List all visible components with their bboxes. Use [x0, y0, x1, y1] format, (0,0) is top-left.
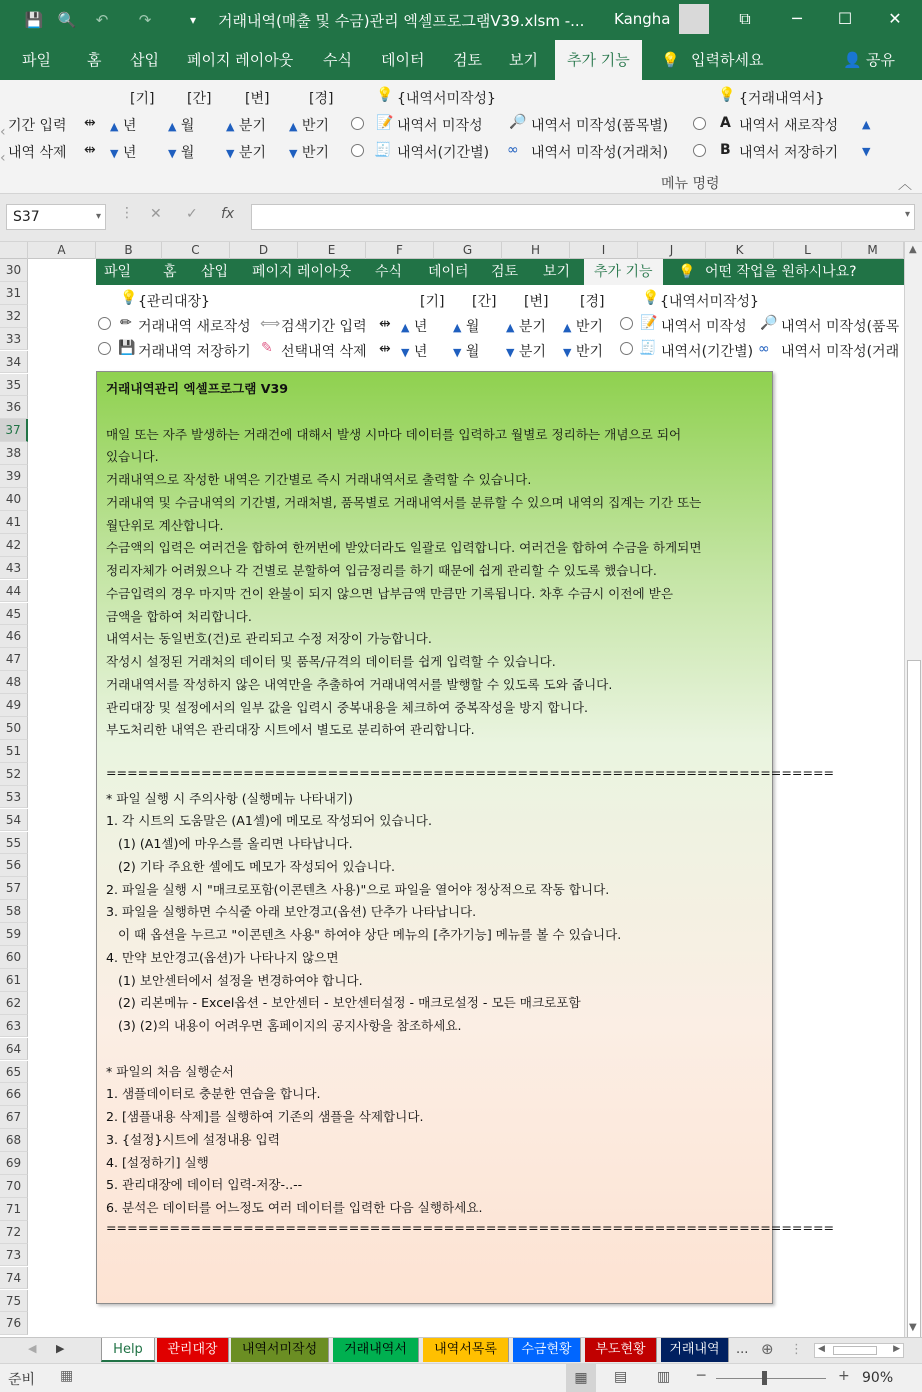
- move-icon: ⇹: [84, 142, 96, 158]
- row-header[interactable]: 43: [0, 557, 28, 580]
- help-line: (1) 보안센터에서 설정을 변경하여야 합니다.: [106, 972, 363, 988]
- zoom-in-icon[interactable]: +: [838, 1368, 850, 1384]
- pencil-icon: ✏: [120, 315, 132, 331]
- row-header[interactable]: 31: [0, 282, 28, 305]
- tell-me-input[interactable]: 입력하세요: [691, 51, 764, 69]
- more-icon: ⋮: [120, 205, 134, 221]
- help-line: 내역서는 동일번호(건)로 관리되고 수정 저장이 가능합니다.: [106, 631, 432, 647]
- row-header[interactable]: 51: [0, 740, 28, 763]
- macro-record-icon[interactable]: ▦: [60, 1368, 74, 1384]
- new-statement-button[interactable]: 내역서 새로작성: [739, 118, 839, 134]
- maximize-icon[interactable]: ☐: [837, 9, 853, 28]
- sheet-tab[interactable]: 거래내역서: [333, 1338, 419, 1362]
- zoom-slider[interactable]: [716, 1378, 826, 1379]
- inner-quarter-up: ▲ 분기: [506, 319, 546, 335]
- inner-search-period: 검색기간 입력: [281, 319, 367, 335]
- col-header[interactable]: F: [366, 242, 434, 259]
- save-icon[interactable]: 💾: [24, 11, 44, 29]
- help-line: (1) (A1셀)에 마우스를 올리면 나타납니다.: [106, 836, 353, 851]
- row-header[interactable]: 55: [0, 832, 28, 855]
- inner-tab: 검토: [491, 264, 519, 280]
- scroll-left-icon[interactable]: ‹: [0, 124, 6, 140]
- hscroll-thumb[interactable]: [833, 1346, 877, 1355]
- row-header[interactable]: 58: [0, 900, 28, 923]
- row-header[interactable]: 35: [0, 374, 28, 397]
- sheet-tab-bar: [0, 1337, 922, 1363]
- help-title: 거래내역관리 엑셀프로그램 V39: [106, 381, 289, 396]
- radio-button: [620, 316, 633, 332]
- help-line: (2) 기타 주요한 셀에도 메모가 작성되어 있습니다.: [106, 858, 396, 874]
- row-header[interactable]: 57: [0, 877, 28, 900]
- inner-bracket: [기]: [420, 294, 445, 310]
- row-header[interactable]: 42: [0, 534, 28, 557]
- select-all[interactable]: [0, 242, 28, 259]
- tab-add-ins[interactable]: 추가 기능: [555, 40, 642, 80]
- ribbon: [0, 80, 922, 194]
- inner-month-up: ▲ 월: [453, 319, 480, 335]
- move-icon: ⇹: [379, 341, 391, 357]
- help-line: 1. 샘플데이터로 충분한 연습을 합니다.: [106, 1086, 321, 1102]
- radio-button: [98, 341, 111, 357]
- undo-icon[interactable]: ↶: [95, 11, 109, 29]
- tab-file[interactable]: 파일: [22, 51, 51, 69]
- inner-tab: 수식: [375, 264, 403, 280]
- row-header[interactable]: 68: [0, 1129, 28, 1152]
- inner-half-up: ▲ 반기: [563, 319, 603, 335]
- row-header[interactable]: 54: [0, 809, 28, 832]
- ribbon-display-icon[interactable]: ⧉: [739, 9, 751, 28]
- letter-b-icon: B: [720, 142, 731, 158]
- radio-button: [620, 341, 633, 357]
- help-line: 작성시 설정된 거래처의 데이터 및 품목/규격의 데이터를 쉽게 입력할 수 있습니다.: [106, 654, 556, 669]
- quarter-up-button[interactable]: ▲ 분기: [226, 118, 266, 134]
- save-statement-button[interactable]: 내역서 저장하기: [739, 145, 839, 161]
- lightbulb-icon: 💡: [678, 264, 696, 280]
- half-label: 반기: [301, 118, 329, 134]
- scroll-down-icon[interactable]: ▼: [909, 1322, 917, 1333]
- month-label: 월: [180, 145, 195, 161]
- row-header[interactable]: 38: [0, 442, 28, 465]
- save-icon: 💾: [118, 340, 136, 356]
- row-header[interactable]: 70: [0, 1175, 28, 1198]
- embedded-ribbon: [96, 285, 904, 365]
- tab-page-layout[interactable]: 페이지 레이아웃: [187, 51, 294, 69]
- row-header[interactable]: 30: [0, 259, 28, 282]
- inner-tab: 보기: [543, 264, 571, 280]
- help-line: 3. {설정}시트에 설정내용 입력: [106, 1131, 280, 1147]
- close-icon[interactable]: ✕: [888, 9, 902, 28]
- unwritten-product-button[interactable]: 내역서 미작성(품목별): [531, 118, 669, 134]
- bracket-gi: [기]: [130, 91, 155, 107]
- col-header[interactable]: J: [638, 242, 706, 259]
- help-line: 정리자체가 어려웠으나 각 건별로 분할하여 입금정리를 하기 때문에 쉽게 관리할 수 있도록 했습니다.: [106, 563, 657, 578]
- col-header[interactable]: K: [706, 242, 774, 259]
- row-header[interactable]: 40: [0, 488, 28, 511]
- row-header[interactable]: 52: [0, 763, 28, 786]
- tab-formulas[interactable]: 수식: [323, 51, 352, 69]
- quarter-label: 분기: [238, 145, 266, 161]
- sheet-tab[interactable]: 내역서목록: [423, 1338, 509, 1362]
- person-icon: 👤: [843, 51, 862, 69]
- help-line: 2. 파일을 실행 시 "매크로포함(이콘텐츠 사용)"으로 파일을 열어야 정상적으로 작동 합니다.: [106, 881, 610, 897]
- row-header[interactable]: 59: [0, 923, 28, 946]
- link-icon: ∞: [507, 142, 519, 158]
- formula-input[interactable]: [251, 204, 915, 230]
- row-header[interactable]: 32: [0, 305, 28, 328]
- sheet-tab[interactable]: 거래내역: [661, 1338, 729, 1362]
- search-icon: 🔎: [760, 315, 778, 331]
- radio-button[interactable]: [351, 116, 364, 132]
- row-header[interactable]: 33: [0, 328, 28, 351]
- scroll-left-icon-2[interactable]: ‹: [0, 150, 6, 166]
- row-header[interactable]: 60: [0, 946, 28, 969]
- col-header[interactable]: C: [162, 242, 230, 259]
- half-down-button[interactable]: ▼ 반기: [289, 145, 329, 161]
- page-layout-view-icon[interactable]: ▤: [614, 1369, 628, 1385]
- help-line: 거래내역으로 작성한 내역은 기간별로 즉시 거래내역서로 출력할 수 있습니다.: [106, 472, 532, 487]
- inner-quarter-down: ▼ 분기: [506, 344, 546, 360]
- inner-half: 반기: [575, 344, 603, 360]
- row-header[interactable]: 62: [0, 992, 28, 1015]
- row-header[interactable]: 45: [0, 603, 28, 626]
- radio-button: [98, 316, 111, 332]
- help-line: 2. [샘플내용 삭제]를 실행하여 기존의 샘플을 삭제합니다.: [106, 1109, 424, 1124]
- row-header[interactable]: 37: [0, 419, 28, 442]
- inner-month: 월: [465, 319, 480, 335]
- inner-save-entry: 거래내역 저장하기: [138, 344, 251, 360]
- row-header[interactable]: 56: [0, 854, 28, 877]
- radio-button[interactable]: [693, 116, 706, 132]
- year-down-button[interactable]: ▼ 년: [110, 145, 137, 161]
- help-textbox[interactable]: [96, 371, 835, 1304]
- print-preview-icon[interactable]: 🔍: [57, 11, 77, 29]
- inner-bracket: [변]: [524, 294, 549, 310]
- name-box-value: S37: [13, 209, 40, 225]
- period-statement-button[interactable]: 내역서(기간별): [397, 145, 490, 161]
- lightbulb-icon: 💡: [376, 87, 394, 103]
- document-icon: 📝: [640, 315, 658, 331]
- customize-qat-icon[interactable]: ▾: [189, 13, 197, 27]
- sheet-tab[interactable]: Help: [101, 1338, 155, 1362]
- letter-a-icon: A: [720, 115, 731, 131]
- half-up-button[interactable]: ▲ 반기: [289, 118, 329, 134]
- sheet-tab[interactable]: 내역서미작성: [231, 1338, 329, 1362]
- help-line: =====================================================================: [106, 764, 835, 780]
- row-header[interactable]: 48: [0, 671, 28, 694]
- avatar[interactable]: [679, 4, 709, 34]
- zoom-level[interactable]: 90%: [862, 1370, 894, 1386]
- inner-year: 년: [413, 344, 428, 360]
- month-up-button[interactable]: ▲ 월: [168, 118, 195, 134]
- row-header[interactable]: 34: [0, 351, 28, 374]
- help-line: 1. 각 시트의 도움말은 (A1셀)에 메모로 작성되어 있습니다.: [106, 813, 432, 829]
- zoom-slider-thumb[interactable]: [762, 1371, 767, 1385]
- help-line: (3) (2)의 내용이 어려우면 홈페이지의 공지사항을 참조하세요.: [106, 1018, 462, 1033]
- sheet-tab[interactable]: 부도현황: [585, 1338, 657, 1362]
- help-line: 4. [설정하기] 실행: [106, 1154, 209, 1170]
- help-line: 5. 관리대장에 데이터 입력-저장-..--: [106, 1177, 303, 1193]
- head-unwritten: {내역서미작성}: [397, 91, 496, 107]
- inner-tab: 파일: [104, 264, 132, 280]
- chevron-down-icon[interactable]: ▾: [904, 209, 910, 220]
- formula-bar: [0, 194, 922, 242]
- radio-button[interactable]: [351, 143, 364, 159]
- row-header[interactable]: 66: [0, 1083, 28, 1106]
- col-header[interactable]: I: [570, 242, 638, 259]
- document-icon: 📝: [376, 115, 394, 131]
- row-header[interactable]: 41: [0, 511, 28, 534]
- year-up-button[interactable]: ▲ 년: [110, 118, 137, 134]
- scroll-up-icon[interactable]: ▲: [909, 244, 917, 255]
- month-down-button[interactable]: ▼ 월: [168, 145, 195, 161]
- scroll-right-icon[interactable]: ▶: [893, 1344, 900, 1354]
- inner-tab-active: 추가 기능: [584, 259, 663, 285]
- help-line: =====================================================================: [106, 1219, 835, 1235]
- window-title: 거래내역(매출 및 수금)관리 엑셀프로그램V39.xlsm -...: [218, 12, 585, 30]
- lightbulb-icon: 💡: [642, 290, 660, 306]
- inner-head-unwritten: {내역서미작성}: [660, 294, 759, 310]
- inner-bracket: [간]: [472, 294, 497, 310]
- row-header[interactable]: 47: [0, 648, 28, 671]
- tab-view[interactable]: 보기: [509, 51, 538, 69]
- help-line: 관리대장 및 설정에서의 일부 값을 입력시 중복내용을 체크하여 중복작성을 방지 합니다.: [106, 699, 588, 715]
- arrows-icon: ⟺: [260, 316, 281, 332]
- row-header[interactable]: 75: [0, 1290, 28, 1313]
- row-header[interactable]: 72: [0, 1221, 28, 1244]
- row-header[interactable]: 50: [0, 717, 28, 740]
- col-header[interactable]: B: [96, 242, 162, 259]
- inner-tab: 페이지 레이아웃: [252, 264, 352, 280]
- statement-icon: 🧾: [374, 142, 392, 158]
- row-header[interactable]: 49: [0, 694, 28, 717]
- row-header[interactable]: 36: [0, 396, 28, 419]
- collapse-ribbon-icon[interactable]: ︿: [898, 177, 912, 193]
- col-header[interactable]: M: [842, 242, 904, 259]
- inner-tell-me: 어떤 작업을 원하시나요?: [705, 264, 857, 280]
- help-line: 부도처리한 내역은 관리대장 시트에서 별도로 분리하여 관리합니다.: [106, 722, 475, 738]
- inner-unwritten-product: 내역서 미작성(품목: [781, 319, 900, 335]
- scroll-thumb[interactable]: [907, 660, 921, 1340]
- inner-delete-selected: 선택내역 삭제: [281, 344, 367, 360]
- eraser-icon: ✎: [261, 340, 273, 356]
- quarter-label: 분기: [238, 118, 266, 134]
- next-sheet-icon[interactable]: ▶: [56, 1342, 65, 1355]
- delete-entry-button[interactable]: 내역 삭제: [8, 145, 67, 161]
- minimize-icon[interactable]: ─: [792, 9, 802, 28]
- add-sheet-icon[interactable]: ⊕: [761, 1340, 774, 1358]
- normal-view-icon[interactable]: ▦: [566, 1364, 596, 1392]
- sheet-tab[interactable]: 수금현황: [513, 1338, 581, 1362]
- help-line: 월단위로 계산합니다.: [106, 517, 224, 533]
- move-icon: ⇹: [84, 115, 96, 131]
- inner-period: 내역서(기간별): [661, 344, 754, 360]
- embedded-ribbon-tabs: [96, 259, 904, 285]
- row-header[interactable]: 71: [0, 1198, 28, 1221]
- inner-tab: 삽입: [201, 264, 229, 280]
- inner-tab: 데이터: [428, 264, 469, 280]
- share-button[interactable]: 공유: [866, 51, 895, 69]
- search-icon: 🔎: [509, 114, 527, 130]
- move-icon: ⇹: [379, 316, 391, 332]
- status-bar: [0, 1363, 922, 1392]
- inner-half: 반기: [575, 319, 603, 335]
- vertical-scrollbar[interactable]: [904, 242, 922, 1337]
- month-label: 월: [180, 118, 195, 134]
- page-break-view-icon[interactable]: ▥: [657, 1369, 671, 1385]
- help-line: 금액을 합하여 처리합니다.: [106, 608, 252, 624]
- help-line: 6. 분석은 데이터를 어느정도 여러 데이터를 입력한 다음 실행하세요.: [106, 1200, 483, 1215]
- row-header[interactable]: 61: [0, 969, 28, 992]
- quarter-down-button[interactable]: ▼ 분기: [226, 145, 266, 161]
- bracket-gan: [간]: [187, 91, 212, 107]
- radio-button[interactable]: [693, 143, 706, 159]
- row-header[interactable]: 46: [0, 625, 28, 648]
- name-box[interactable]: [6, 204, 106, 230]
- status-ready: 준비: [8, 1372, 36, 1388]
- col-header[interactable]: D: [230, 242, 298, 259]
- statement-icon: 🧾: [639, 340, 657, 356]
- help-line: 수금입력의 경우 마지막 건이 완불이 되지 않으면 납부금액 만큼만 기록됩니다. 차후 수금시 이전에 받은: [106, 585, 673, 601]
- ribbon-scroll-down-icon[interactable]: ▼: [862, 145, 871, 158]
- row-header[interactable]: 39: [0, 465, 28, 488]
- period-input-button[interactable]: 기간 입력: [8, 118, 67, 134]
- ribbon-scroll-up-icon[interactable]: ▲: [862, 118, 871, 131]
- col-header[interactable]: E: [298, 242, 366, 259]
- inner-year-down: ▼ 년: [401, 344, 428, 360]
- chevron-down-icon[interactable]: ▾: [95, 211, 101, 222]
- inner-quarter: 분기: [518, 319, 546, 335]
- help-line: 이 때 옵션을 누르고 "이콘텐츠 사용" 하여야 상단 메뉴의 [추가기능] 메뉴를 볼 수 있습니다.: [106, 927, 622, 942]
- bracket-gyeong: [경]: [309, 91, 334, 107]
- link-icon: ∞: [758, 341, 770, 357]
- col-header[interactable]: A: [28, 242, 96, 259]
- col-header[interactable]: L: [774, 242, 842, 259]
- help-line: 거래내역 및 수금내역의 기간별, 거래처별, 품목별로 거래내역서를 분류할 수 있으며 내역의 집계는 기간 또는: [106, 494, 702, 510]
- insert-function-icon[interactable]: fx: [221, 206, 235, 222]
- title-bar: [0, 0, 922, 40]
- redo-icon[interactable]: ↷: [138, 11, 152, 29]
- sheet-tab[interactable]: 관리대장: [157, 1338, 229, 1362]
- zoom-out-icon[interactable]: ─: [697, 1368, 706, 1384]
- more-icon: ⋮: [790, 1342, 803, 1357]
- lightbulb-icon: 💡: [661, 51, 680, 69]
- inner-head-ledger: {관리대장}: [138, 294, 210, 310]
- column-headers: [0, 242, 904, 259]
- half-label: 반기: [301, 145, 329, 161]
- tab-insert[interactable]: 삽입: [130, 51, 159, 69]
- row-header[interactable]: 69: [0, 1152, 28, 1175]
- row-header[interactable]: 65: [0, 1061, 28, 1084]
- lightbulb-icon: 💡: [718, 87, 736, 103]
- inner-unwritten-client: 내역서 미작성(거래: [781, 344, 900, 360]
- inner-half-down: ▼ 반기: [563, 344, 603, 360]
- help-line: 수금액의 입력은 여러건을 합하여 한꺼번에 받았더라도 일괄로 입력합니다. 여러건을 합하여 수금을 하게되면: [106, 540, 702, 556]
- tab-review[interactable]: 검토: [453, 51, 482, 69]
- scroll-left-icon[interactable]: ◀: [818, 1344, 825, 1354]
- unwritten-client-button[interactable]: 내역서 미작성(거래처): [531, 145, 669, 161]
- horizontal-scrollbar[interactable]: [814, 1343, 904, 1358]
- unwritten-button[interactable]: 내역서 미작성: [397, 118, 483, 134]
- help-line: 있습니다.: [106, 449, 159, 465]
- ribbon-tabs: [0, 40, 922, 80]
- tab-data[interactable]: 데이터: [381, 51, 425, 69]
- row-header[interactable]: 74: [0, 1267, 28, 1290]
- inner-quarter: 분기: [518, 344, 546, 360]
- inner-tab: 홈: [163, 264, 177, 280]
- row-header[interactable]: 73: [0, 1244, 28, 1267]
- cancel-icon[interactable]: ✕: [150, 206, 162, 222]
- row-header[interactable]: 53: [0, 786, 28, 809]
- row-header[interactable]: 76: [0, 1312, 28, 1335]
- inner-month: 월: [465, 344, 480, 360]
- col-header[interactable]: H: [502, 242, 570, 259]
- row-header[interactable]: 67: [0, 1106, 28, 1129]
- help-line: * 파일 실행 시 주의사항 (실행메뉴 나타내기): [106, 790, 353, 806]
- inner-year-up: ▲ 년: [401, 319, 428, 335]
- help-line: 3. 파일을 실행하면 수식줄 아래 보안경고(옵션) 단추가 나타납니다.: [106, 904, 477, 920]
- help-line: 4. 만약 보안경고(옵션)가 나타나지 않으면: [106, 949, 339, 965]
- help-line: 매일 또는 자주 발생하는 거래건에 대해서 발생 시마다 데이터를 입력하고 월별로 정리하는 개념으로 되어: [106, 426, 682, 442]
- inner-month-down: ▼ 월: [453, 344, 480, 360]
- inner-unwritten: 내역서 미작성: [661, 319, 747, 335]
- year-label: 년: [122, 145, 137, 161]
- row-header[interactable]: 44: [0, 580, 28, 603]
- enter-icon[interactable]: ✓: [186, 206, 198, 222]
- inner-year: 년: [413, 319, 428, 335]
- group-label: 메뉴 명령: [661, 176, 720, 192]
- inner-bracket: [경]: [580, 294, 605, 310]
- inner-new-entry: 거래내역 새로작성: [138, 319, 251, 335]
- user-name: Kangha: [614, 10, 671, 28]
- lightbulb-icon: 💡: [120, 290, 138, 306]
- more-tabs[interactable]: ...: [736, 1342, 749, 1357]
- year-label: 년: [122, 118, 137, 134]
- help-line: (2) 리본메뉴 - Excel옵션 - 보안센터 - 보안센터설정 - 매크로설정 - 모든 매크로포함: [106, 995, 581, 1011]
- tab-home[interactable]: 홈: [87, 51, 102, 69]
- col-header[interactable]: G: [434, 242, 502, 259]
- help-line: * 파일의 처음 실행순서: [106, 1063, 234, 1079]
- bracket-byeon: [변]: [245, 91, 270, 107]
- row-header[interactable]: 63: [0, 1015, 28, 1038]
- help-line: 거래내역서를 작성하지 않은 내역만을 추출하여 거래내역서를 발행할 수 있도록 도와 줍니다.: [106, 676, 613, 692]
- prev-sheet-icon[interactable]: ◀: [28, 1342, 37, 1355]
- row-header[interactable]: 64: [0, 1038, 28, 1061]
- head-statement: {거래내역서}: [739, 91, 825, 107]
